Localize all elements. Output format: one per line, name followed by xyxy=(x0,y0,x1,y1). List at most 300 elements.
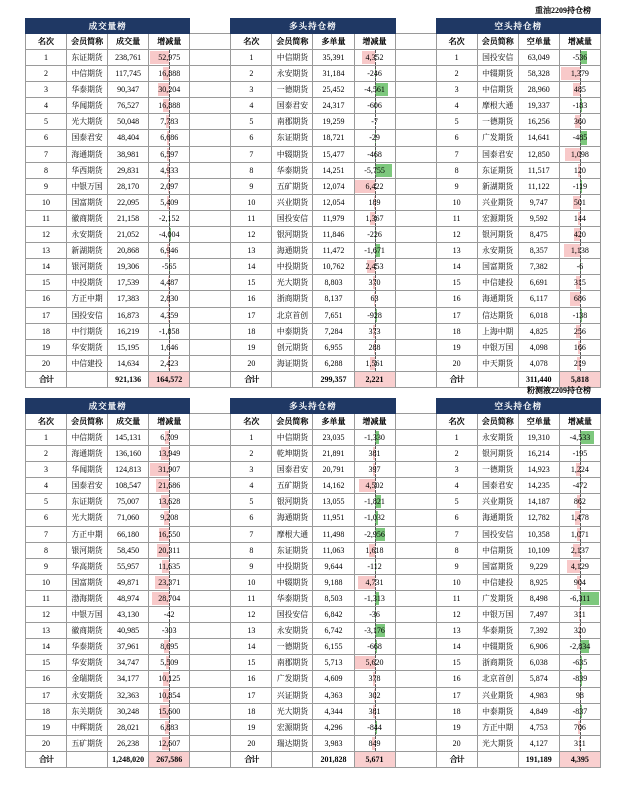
member-name-cell: 光大期货 xyxy=(477,735,518,751)
value-cell: 48,974 xyxy=(108,590,149,606)
value-cell: 12,074 xyxy=(313,178,354,194)
panel-spacer xyxy=(395,558,436,574)
change-cell xyxy=(559,82,600,98)
col-header-2-3: 多单量 xyxy=(313,414,354,430)
member-name-cell: 光大期货 xyxy=(272,703,313,719)
change-value: -246 xyxy=(367,69,382,79)
member-name-cell: 五矿期货 xyxy=(272,478,313,494)
change-value: -226 xyxy=(367,230,382,240)
member-name-cell: 国投安信 xyxy=(272,210,313,226)
member-name-cell: 中投期货 xyxy=(272,558,313,574)
panel-spacer xyxy=(395,355,436,371)
report-block-2 xyxy=(25,386,601,768)
change-cell xyxy=(354,194,395,210)
change-cell xyxy=(559,291,600,307)
rank-cell: 10 xyxy=(26,194,67,210)
value-cell: 8,498 xyxy=(518,590,559,606)
change-cell xyxy=(354,243,395,259)
rank-cell: 16 xyxy=(26,671,67,687)
member-name-cell: 国泰君安 xyxy=(67,130,108,146)
total-row xyxy=(26,371,601,387)
member-name-cell: 兴证期货 xyxy=(272,687,313,703)
value-cell: 76,527 xyxy=(108,98,149,114)
rank-cell: 2 xyxy=(231,66,272,82)
member-name-cell: 摩根大通 xyxy=(272,526,313,542)
table-row xyxy=(26,66,601,82)
member-name-cell: 华泰期货 xyxy=(477,623,518,639)
member-name-cell: 五矿期货 xyxy=(67,735,108,751)
value-cell: 18,721 xyxy=(313,130,354,146)
change-value: 98 xyxy=(575,690,584,700)
change-value: 378 xyxy=(368,674,381,684)
rank-cell: 8 xyxy=(231,542,272,558)
change-cell xyxy=(559,623,600,639)
value-cell: 37,961 xyxy=(108,639,149,655)
change-cell xyxy=(149,494,190,510)
panel-spacer xyxy=(190,371,231,387)
member-name-cell: 银河期货 xyxy=(477,446,518,462)
change-value: 1,138 xyxy=(570,246,589,256)
change-value: -138 xyxy=(572,310,588,320)
change-cell xyxy=(354,526,395,542)
panel-spacer xyxy=(190,114,231,130)
change-value: -6 xyxy=(576,262,584,272)
table-row xyxy=(26,446,601,462)
col-header-3-3: 空单量 xyxy=(518,34,559,50)
change-value: 5,620 xyxy=(365,658,384,668)
rank-cell: 12 xyxy=(231,607,272,623)
rank-cell: 6 xyxy=(231,130,272,146)
member-name-cell: 中信期货 xyxy=(477,542,518,558)
member-name-cell: 瑞达期货 xyxy=(272,735,313,751)
change-value: 1,561 xyxy=(365,358,384,368)
change-value: 849 xyxy=(368,738,381,748)
change-cell xyxy=(354,446,395,462)
rank-cell: 15 xyxy=(26,655,67,671)
member-name-cell: 国富期货 xyxy=(67,574,108,590)
member-name-cell: 华泰期货 xyxy=(67,639,108,655)
rank-cell: 3 xyxy=(231,82,272,98)
panel-spacer xyxy=(190,323,231,339)
change-value: 485 xyxy=(573,85,586,95)
table-row xyxy=(26,50,601,66)
rank-cell: 13 xyxy=(231,623,272,639)
panel-spacer xyxy=(395,607,436,623)
value-cell: 14,641 xyxy=(518,130,559,146)
change-value: -844 xyxy=(367,722,382,732)
value-cell: 26,238 xyxy=(108,735,149,751)
change-value: 686 xyxy=(573,294,586,304)
change-cell xyxy=(559,130,600,146)
member-name-cell: 广发期货 xyxy=(477,130,518,146)
panel-spacer xyxy=(395,494,436,510)
change-cell xyxy=(149,178,190,194)
change-cell xyxy=(354,130,395,146)
panel-spacer xyxy=(190,430,231,446)
member-name-cell: 浙商期货 xyxy=(477,655,518,671)
rank-cell: 8 xyxy=(436,542,477,558)
table-row xyxy=(26,607,601,623)
rank-cell: 17 xyxy=(231,307,272,323)
table-row xyxy=(26,430,601,446)
member-name-cell: 中辍期货 xyxy=(272,146,313,162)
change-value: 373 xyxy=(368,326,381,336)
panel-spacer xyxy=(190,82,231,98)
value-cell: 8,925 xyxy=(518,574,559,590)
change-value: 4,502 xyxy=(365,481,384,491)
change-cell xyxy=(354,82,395,98)
panel-spacer xyxy=(395,623,436,639)
member-name-cell: 广发期货 xyxy=(477,590,518,606)
member-name-cell: 国投安信 xyxy=(67,307,108,323)
change-cell xyxy=(354,162,395,178)
change-value: -1,330 xyxy=(364,433,385,442)
value-cell: 16,214 xyxy=(518,446,559,462)
change-cell xyxy=(354,98,395,114)
value-cell: 13,055 xyxy=(313,494,354,510)
change-value: 501 xyxy=(573,197,586,207)
change-cell xyxy=(149,655,190,671)
member-name-cell: 兴业期货 xyxy=(477,194,518,210)
panel-spacer xyxy=(395,162,436,178)
value-cell: 31,184 xyxy=(313,66,354,82)
change-cell xyxy=(354,323,395,339)
rank-cell: 3 xyxy=(436,462,477,478)
change-cell xyxy=(559,194,600,210)
change-cell xyxy=(354,623,395,639)
col-header-2-1: 名次 xyxy=(231,34,272,50)
change-value: -7 xyxy=(371,117,378,127)
change-value: -29 xyxy=(369,133,380,143)
change-value: 5,509 xyxy=(160,658,179,668)
value-cell: 34,747 xyxy=(108,655,149,671)
rank-cell: 12 xyxy=(26,607,67,623)
rank-cell: 18 xyxy=(231,703,272,719)
member-name-cell: 中信期货 xyxy=(272,50,313,66)
rank-cell: 14 xyxy=(436,639,477,655)
col-header-1-1: 名次 xyxy=(26,34,67,50)
change-cell xyxy=(354,703,395,719)
change-cell xyxy=(149,735,190,751)
member-name-cell: 方正中期 xyxy=(67,526,108,542)
change-value: 144 xyxy=(573,213,586,223)
value-cell: 16,219 xyxy=(108,323,149,339)
value-cell: 17,539 xyxy=(108,275,149,291)
value-cell: 7,392 xyxy=(518,623,559,639)
value-cell: 8,357 xyxy=(518,243,559,259)
value-cell: 6,288 xyxy=(313,355,354,371)
table-row xyxy=(26,178,601,194)
change-value: 2,097 xyxy=(160,181,179,191)
rank-cell: 19 xyxy=(436,339,477,355)
change-cell xyxy=(149,703,190,719)
change-cell xyxy=(149,98,190,114)
col-header-3-2: 会员简称 xyxy=(477,414,518,430)
panel-spacer xyxy=(190,719,231,735)
change-value: 302 xyxy=(368,690,381,700)
change-cell xyxy=(149,66,190,82)
member-name-cell: 一德期货 xyxy=(272,639,313,655)
change-value: -837 xyxy=(572,706,588,716)
panel-spacer xyxy=(395,719,436,735)
panel-spacer xyxy=(395,639,436,655)
change-value: 706 xyxy=(573,722,586,732)
rank-cell: 16 xyxy=(26,291,67,307)
value-cell: 20,868 xyxy=(108,243,149,259)
panel-spacer xyxy=(190,162,231,178)
col-header-3-3: 空单量 xyxy=(518,414,559,430)
value-cell: 4,609 xyxy=(313,671,354,687)
change-value: 315 xyxy=(573,278,586,288)
member-name-cell: 中银万国 xyxy=(67,607,108,623)
member-name-cell: 海通期货 xyxy=(272,243,313,259)
change-value: 21,686 xyxy=(158,481,181,491)
col-header-2-1: 名次 xyxy=(231,414,272,430)
change-value: 10,854 xyxy=(158,690,181,700)
change-value: 420 xyxy=(573,230,586,240)
member-name-cell: 中投期货 xyxy=(67,275,108,291)
value-cell: 124,813 xyxy=(108,462,149,478)
change-value: -5,755 xyxy=(364,165,385,175)
change-value: 9,208 xyxy=(160,513,179,523)
total-label-cell: 合计 xyxy=(26,371,67,387)
member-name-cell: 永安期货 xyxy=(477,243,518,259)
panel-spacer xyxy=(190,462,231,478)
panel-spacer xyxy=(190,34,231,50)
member-name-cell: 华安期货 xyxy=(67,655,108,671)
member-name-cell: 国投安信 xyxy=(477,50,518,66)
change-value: -1,821 xyxy=(364,497,385,507)
total-value-cell: 311,440 xyxy=(518,371,559,387)
rank-cell: 6 xyxy=(26,130,67,146)
change-cell xyxy=(149,162,190,178)
rank-cell: 9 xyxy=(26,178,67,194)
table-row xyxy=(26,259,601,275)
change-cell xyxy=(149,339,190,355)
value-cell: 3,983 xyxy=(313,735,354,751)
change-value: 219 xyxy=(573,358,586,368)
panel-spacer xyxy=(395,194,436,210)
change-cell xyxy=(354,719,395,735)
value-cell: 8,475 xyxy=(518,227,559,243)
change-value: 311 xyxy=(574,738,586,748)
change-value: -195 xyxy=(572,449,588,459)
change-cell xyxy=(149,719,190,735)
member-name-cell: 海通期货 xyxy=(477,291,518,307)
panel-spacer xyxy=(190,671,231,687)
value-cell: 21,052 xyxy=(108,227,149,243)
column-header-row xyxy=(26,414,601,430)
value-cell: 14,251 xyxy=(313,162,354,178)
change-value: 4,359 xyxy=(160,310,179,320)
table-row xyxy=(26,623,601,639)
value-cell: 10,762 xyxy=(313,259,354,275)
change-cell xyxy=(559,494,600,510)
value-cell: 7,382 xyxy=(518,259,559,275)
change-value: 30,204 xyxy=(158,85,181,95)
member-name-cell: 中行期货 xyxy=(67,323,108,339)
rank-cell: 4 xyxy=(26,478,67,494)
total-label-cell: 合计 xyxy=(436,751,477,767)
value-cell: 4,363 xyxy=(313,687,354,703)
panel-spacer xyxy=(395,371,436,387)
change-cell xyxy=(559,66,600,82)
change-cell xyxy=(354,510,395,526)
member-name-cell: 海通期货 xyxy=(67,446,108,462)
panel-spacer xyxy=(190,355,231,371)
block-2-table xyxy=(25,398,601,768)
panel-spacer xyxy=(395,146,436,162)
col-header-2-3: 多单量 xyxy=(313,34,354,50)
rank-cell: 10 xyxy=(436,574,477,590)
value-cell: 10,109 xyxy=(518,542,559,558)
change-cell xyxy=(354,355,395,371)
value-cell: 15,477 xyxy=(313,146,354,162)
total-blank-cell xyxy=(272,751,313,767)
change-cell xyxy=(149,82,190,98)
change-cell xyxy=(559,687,600,703)
panel-spacer xyxy=(190,307,231,323)
change-cell xyxy=(559,462,600,478)
member-name-cell: 海通期货 xyxy=(67,146,108,162)
rank-cell: 8 xyxy=(231,162,272,178)
rank-cell: 9 xyxy=(231,178,272,194)
rank-cell: 11 xyxy=(436,210,477,226)
change-cell xyxy=(149,542,190,558)
table-row xyxy=(26,719,601,735)
col-header-3-1: 名次 xyxy=(436,414,477,430)
value-cell: 9,188 xyxy=(313,574,354,590)
change-value: 1,367 xyxy=(365,213,384,223)
rank-cell: 18 xyxy=(436,703,477,719)
panel-spacer xyxy=(190,339,231,355)
value-cell: 25,452 xyxy=(313,82,354,98)
rank-cell: 5 xyxy=(26,114,67,130)
change-cell xyxy=(559,478,600,494)
panel-spacer xyxy=(395,655,436,671)
change-cell xyxy=(354,307,395,323)
change-cell xyxy=(559,178,600,194)
panel-spacer xyxy=(190,607,231,623)
member-name-cell: 华泰期货 xyxy=(272,590,313,606)
change-cell xyxy=(559,703,600,719)
value-cell: 4,344 xyxy=(313,703,354,719)
change-value: 381 xyxy=(368,449,381,459)
value-cell: 6,018 xyxy=(518,307,559,323)
change-value: -839 xyxy=(572,674,588,684)
change-cell xyxy=(354,275,395,291)
change-cell xyxy=(559,526,600,542)
member-name-cell: 中泰期货 xyxy=(477,703,518,719)
change-cell xyxy=(149,146,190,162)
change-value: -606 xyxy=(367,101,382,111)
table-row xyxy=(26,526,601,542)
change-value: -4,561 xyxy=(364,85,385,95)
change-value: -668 xyxy=(367,642,382,652)
table-row xyxy=(26,275,601,291)
value-cell: 12,850 xyxy=(518,146,559,162)
change-cell xyxy=(559,162,600,178)
member-name-cell: 金瑞期货 xyxy=(67,671,108,687)
table-row xyxy=(26,291,601,307)
change-cell xyxy=(354,687,395,703)
panel-spacer xyxy=(395,50,436,66)
member-name-cell: 乾坤期货 xyxy=(272,446,313,462)
panel-spacer xyxy=(395,414,436,430)
change-value: -42 xyxy=(163,610,175,620)
change-value: -472 xyxy=(572,481,588,491)
value-cell: 32,363 xyxy=(108,687,149,703)
value-cell: 11,063 xyxy=(313,542,354,558)
change-value: 1,478 xyxy=(570,513,589,523)
value-cell: 48,404 xyxy=(108,130,149,146)
member-name-cell: 中银万国 xyxy=(67,178,108,194)
group-header-1: 成交量榜 xyxy=(26,399,190,414)
change-cell xyxy=(149,558,190,574)
member-name-cell: 华西期货 xyxy=(67,162,108,178)
panel-spacer xyxy=(190,590,231,606)
member-name-cell: 银河期货 xyxy=(272,494,313,510)
panel-spacer xyxy=(190,478,231,494)
total-value-cell: 299,357 xyxy=(313,371,354,387)
member-name-cell: 南郡期货 xyxy=(272,655,313,671)
change-value: -119 xyxy=(572,181,588,191)
panel-spacer xyxy=(190,687,231,703)
value-cell: 4,825 xyxy=(518,323,559,339)
rank-cell: 13 xyxy=(436,243,477,259)
panel-spacer xyxy=(190,259,231,275)
value-cell: 9,592 xyxy=(518,210,559,226)
change-cell xyxy=(354,671,395,687)
panel-spacer xyxy=(395,227,436,243)
rank-cell: 20 xyxy=(231,735,272,751)
table-row xyxy=(26,703,601,719)
rank-cell: 10 xyxy=(436,194,477,210)
rank-cell: 20 xyxy=(26,735,67,751)
rank-cell: 4 xyxy=(436,98,477,114)
change-cell xyxy=(354,430,395,446)
table-row xyxy=(26,574,601,590)
change-value: -303 xyxy=(161,626,177,636)
change-value: -4,533 xyxy=(569,433,591,442)
change-value: 31,907 xyxy=(158,465,181,475)
member-name-cell: 北京首创 xyxy=(272,307,313,323)
rank-cell: 20 xyxy=(231,355,272,371)
change-value: 5,409 xyxy=(160,197,179,207)
rank-cell: 4 xyxy=(231,478,272,494)
rank-cell: 7 xyxy=(26,526,67,542)
rank-cell: 3 xyxy=(436,82,477,98)
change-value: -112 xyxy=(367,561,382,571)
change-cell xyxy=(149,355,190,371)
change-cell xyxy=(149,227,190,243)
panel-spacer xyxy=(395,275,436,291)
total-blank-cell xyxy=(67,751,108,767)
change-value: -3,176 xyxy=(364,626,385,636)
member-name-cell: 国富期货 xyxy=(477,558,518,574)
value-cell: 145,131 xyxy=(108,430,149,446)
value-cell: 90,347 xyxy=(108,82,149,98)
change-value: 16,550 xyxy=(158,529,181,539)
value-cell: 6,691 xyxy=(518,275,559,291)
rank-cell: 14 xyxy=(436,259,477,275)
table-row xyxy=(26,130,601,146)
group-gap xyxy=(395,399,436,414)
change-value: 6,946 xyxy=(160,246,179,256)
col-header-1-1: 名次 xyxy=(26,414,67,430)
panel-spacer xyxy=(190,178,231,194)
table-row xyxy=(26,558,601,574)
